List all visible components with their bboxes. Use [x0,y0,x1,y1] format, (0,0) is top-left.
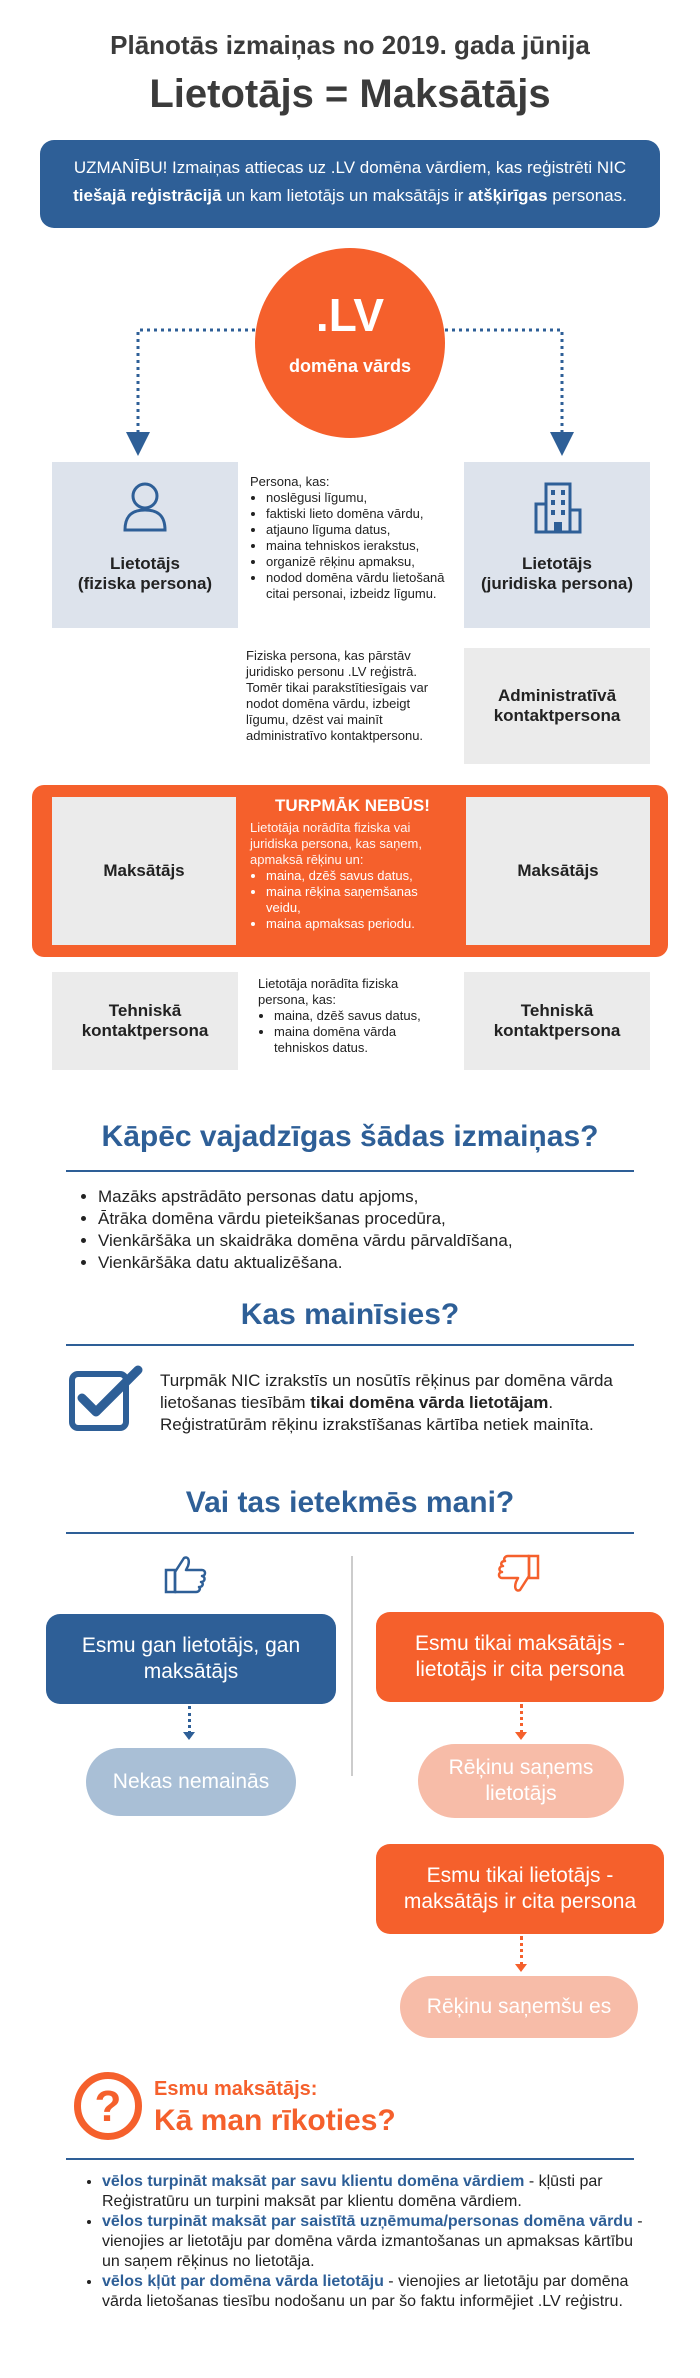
left-result-box [86,1748,296,1816]
right-arrow1-head [515,1732,527,1740]
left-arrow-head [183,1732,195,1740]
tech-right-box [464,972,650,1070]
left-case-label: Esmu gan lietotājs, gan maksātājs [81,1634,301,1683]
right-case1-box [376,1612,664,1702]
howto-item-text: - vienojies ar lietotāju par domēna vārda lietošanas tiesību nodošanu un par šo faktu informējiet .LV reģistru. [102,2273,629,2310]
right-result1-label: Rēķinu saņems lietotājs [448,1756,594,1805]
howto-item [102,2212,652,2272]
notice-bold1: tiešajā reģistrācijā [73,186,222,205]
page-title: Lietotājs = Maksātājs [149,72,551,116]
notice-line1: UZMANĪBU! Izmaiņas attiecas uz .LV domēna vārdiem, kas reģistrēti NIC [73,158,627,177]
why-item: • Vienkāršāka datu aktualizēšana. [98,1252,640,1274]
person-item: • maina tehniskos ierakstus, [266,538,450,554]
notice-bold2: atšķirīgas [468,186,548,205]
change-text1: Turpmāk NIC izrakstīs un nosūtīs rēķinus par domēna vārda lietošanas tiesībām [160,1371,613,1412]
person-item: • faktiski lieto domēna vārdu, [266,506,450,522]
affect-divider [66,1532,634,1534]
tech-description [258,976,448,1056]
howto-big-title: Kā man rīkoties? [154,2104,396,2137]
affect-title: Vai tas ietekmēs mani? [185,1486,515,1519]
person-item: • noslēgusi līgumu, [266,490,450,506]
right-result2-label: Rēķinu saņemšu es [426,1995,612,2018]
howto-divider [66,2158,634,2160]
right-arrow1-line [520,1704,523,1734]
payer-left-label: Maksātājs [103,861,185,880]
change-title: Kas mainīsies? [240,1298,460,1331]
howto-item-text: - kļūsti par Reģistratūru un turpini maksāt par klientu domēna vārdiem. [102,2173,603,2210]
right-case2-box [376,1844,664,1934]
right-result1-box [418,1744,624,1818]
right-arrow2-line [520,1936,523,1966]
change-text-bold: tikai domēna vārda lietotājam [310,1393,549,1412]
left-arrow-line [188,1706,191,1734]
tech-item: • maina, dzēš savus datus, [274,1008,448,1024]
change-divider [66,1344,634,1346]
person-description [250,474,450,602]
payer-description [250,796,455,932]
why-item: • Vienkāršāka un skaidrāka domēna vārdu pārvaldīšana, [98,1230,640,1252]
howto-small-title: Esmu maksātājs: [154,2078,318,2100]
tech-left-box [52,972,238,1070]
person-item: • atjauno līguma datus, [266,522,450,538]
notice-end: personas. [547,186,627,205]
page-subtitle: Plānotās izmaiņas no 2019. gada jūnija [110,30,590,60]
admin-description: Fiziska persona, kas pārstāv juridisko personu .LV reģistrā. Tomēr tikai parakstītiesīgais var nodot domēna vārdu, izbeigt līgumu, dzēst vai mainīt administratīvo kontaktpersonu. [246,648,429,743]
change-text [160,1370,640,1436]
left-result-label: Nekas nemainās [112,1770,270,1793]
notice-banner [40,140,660,228]
howto-list [82,2172,652,2312]
howto-item [102,2172,652,2212]
why-divider [66,1170,634,1172]
howto-item-text: - vienojies ar lietotāju par domēna vārda izmantošanas un apmaksas kārtību un saņem rēķinus no lietotāja. [102,2213,643,2270]
user-company-label: Lietotājs (juridiska persona) [480,554,634,593]
notice-mid: un kam lietotājs un maksātājs ir [221,186,469,205]
right-case1-label: Esmu tikai maksātājs - lietotājs ir cita persona [414,1632,626,1681]
payer-item: • maina, dzēš savus datus, [266,868,455,884]
payer-item: • maina apmaksas periodu. [266,916,455,932]
tech-intro: Lietotāja norādīta fiziska persona, kas: [258,976,399,1007]
why-list [80,1186,640,1274]
building-icon [532,480,584,536]
why-item: • Mazāks apstrādāto personas datu apjoms, [98,1186,640,1208]
howto-item-link: vēlos turpināt maksāt par saistītā uzņēmuma/personas domēna vārdu [102,2213,633,2230]
why-item: • Ātrāka domēna vārdu pieteikšanas procedūra, [98,1208,640,1230]
payer-intro: Lietotāja norādīta fiziska vai juridiska persona, kas saņem, apmaksā rēķinu un: [250,820,422,867]
user-person-label: Lietotājs (fiziska persona) [77,554,213,593]
person-icon [122,480,168,532]
tech-left-label: Tehniskā kontaktpersona [81,1001,209,1040]
payer-right-box [466,797,650,945]
payer-item: • maina rēķina saņemšanas veidu, [266,884,455,916]
person-item: • organizē rēķinu apmaksu, [266,554,450,570]
domain-circle [255,248,445,438]
person-item: • nodod domēna vārdu lietošanā citai personai, izbeidz līgumu. [266,570,450,602]
user-company-box [464,462,650,628]
howto-item [102,2272,652,2312]
checkbox-icon [68,1364,148,1432]
admin-contact-label: Administratīvā kontaktpersona [493,686,621,725]
question-icon [74,2072,142,2140]
payer-heading: TURPMĀK NEBŪS! [275,796,430,815]
domain-circle-sub: domēna vārds [288,356,412,376]
domain-circle-main: .LV [315,289,385,341]
user-person-box [52,462,238,628]
payer-right-label: Maksātājs [517,861,599,880]
person-intro: Persona, kas: [250,474,330,489]
question-mark: ? [94,2082,122,2131]
howto-item-link: vēlos kļūt par domēna vārda lietotāju [102,2273,384,2290]
howto-item-link: vēlos turpināt maksāt par savu klientu domēna vārdiem [102,2173,525,2190]
left-case-box [46,1614,336,1704]
payer-left-box [52,797,236,945]
thumbs-up-icon [164,1554,208,1594]
right-case2-label: Esmu tikai lietotājs - maksātājs ir cita persona [403,1864,637,1913]
why-title: Kāpēc vajadzīgas šādas izmaiņas? [101,1120,599,1153]
tech-right-label: Tehniskā kontaktpersona [493,1001,621,1040]
admin-contact-box [464,648,650,764]
tech-item: • maina domēna vārda tehniskos datus. [274,1024,448,1056]
thumbs-down-icon [496,1554,540,1594]
affect-center-divider [351,1556,353,1776]
change-text2: . Reģistratūrām rēķinu izrakstīšanas kārtība netiek mainīta. [160,1393,594,1434]
right-arrow2-head [515,1964,527,1972]
right-result2-box [400,1976,638,2038]
